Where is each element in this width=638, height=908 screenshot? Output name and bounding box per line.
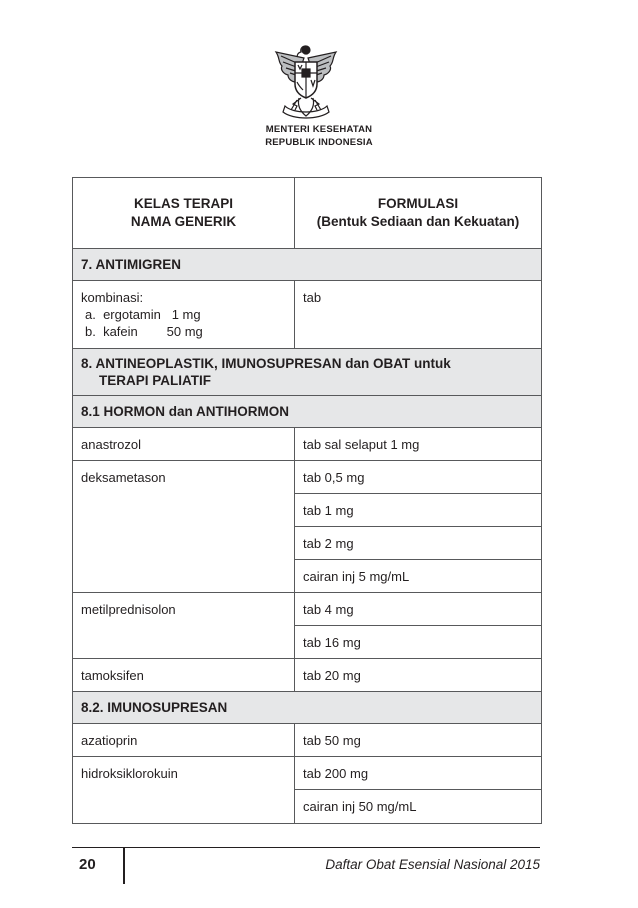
section-row — [73, 249, 542, 281]
formulation-anastrozol-1: tab sal selaput 1 mg — [295, 428, 542, 461]
drug-name-hidroksiklorokuin: hidroksiklorokuin — [73, 757, 295, 824]
formulation-tamoksifen-1: tab 20 mg — [295, 659, 542, 692]
section-row — [73, 692, 542, 724]
section-8-line1: 8. ANTINEOPLASTIK, IMUNOSUPRESAN dan OBAT untuk — [81, 356, 451, 371]
footer-title: Daftar Obat Esensial Nasional 2015 — [325, 857, 540, 872]
drug-name-kombinasi — [73, 281, 295, 349]
header-nama-generik: NAMA GENERIK — [130, 214, 237, 229]
formulation-azatioprin-1: tab 50 mg — [295, 724, 542, 757]
table-row — [73, 461, 542, 494]
header-kelas-terapi — [73, 178, 295, 249]
section-7: 7. ANTIMIGREN — [73, 249, 542, 281]
formulation-deksametason-4: cairan inj 5 mg/mL — [295, 560, 542, 593]
table-row — [73, 593, 542, 626]
ministry-line-2: REPUBLIK INDONESIA — [265, 137, 373, 148]
formulation-kombinasi: tab — [295, 281, 542, 349]
section-8 — [73, 349, 542, 396]
header-formulasi-line1: FORMULASI — [377, 196, 459, 211]
kombinasi-label: kombinasi: — [81, 290, 144, 305]
section-8-1: 8.1 HORMON dan ANTIHORMON — [73, 396, 542, 428]
drug-name-azatioprin: azatioprin — [73, 724, 295, 757]
page-number: 20 — [79, 856, 96, 873]
section-row — [73, 349, 542, 396]
drug-table — [72, 177, 542, 824]
table-row — [73, 428, 542, 461]
drug-name-deksametason: deksametason — [73, 461, 295, 593]
section-8-2: 8.2. IMUNOSUPRESAN — [73, 692, 542, 724]
formulation-metilprednisolon-1: tab 4 mg — [295, 593, 542, 626]
table-header-row — [73, 178, 542, 249]
footer-vertical-bar — [123, 847, 125, 884]
table-row — [73, 659, 542, 692]
table-row — [73, 757, 542, 790]
formulation-deksametason-2: tab 1 mg — [295, 494, 542, 527]
drug-name-tamoksifen: tamoksifen — [73, 659, 295, 692]
kombinasi-item-b: b. kafein 50 mg — [85, 324, 203, 339]
ministry-line-1: MENTERI KESEHATAN — [265, 124, 373, 135]
kombinasi-item-a: a. ergotamin 1 mg — [85, 307, 201, 322]
section-row — [73, 396, 542, 428]
formulation-hidroksiklorokuin-2: cairan inj 50 mg/mL — [295, 790, 542, 824]
formulation-hidroksiklorokuin-1: tab 200 mg — [295, 757, 542, 790]
table-row — [73, 724, 542, 757]
table-row — [73, 281, 542, 349]
drug-name-anastrozol: anastrozol — [73, 428, 295, 461]
header-kelas-terapi-line1: KELAS TERAPI — [133, 196, 233, 211]
garuda-emblem — [271, 40, 341, 122]
section-8-line2: TERAPI PALIATIF — [99, 373, 211, 388]
header-formulasi — [295, 178, 542, 249]
formulation-deksametason-1: tab 0,5 mg — [295, 461, 542, 494]
formulation-deksametason-3: tab 2 mg — [295, 527, 542, 560]
footer-divider — [72, 847, 540, 848]
formulation-metilprednisolon-2: tab 16 mg — [295, 626, 542, 659]
header-formulasi-line2: (Bentuk Sediaan dan Kekuatan) — [316, 214, 520, 229]
drug-name-metilprednisolon: metilprednisolon — [73, 593, 295, 659]
